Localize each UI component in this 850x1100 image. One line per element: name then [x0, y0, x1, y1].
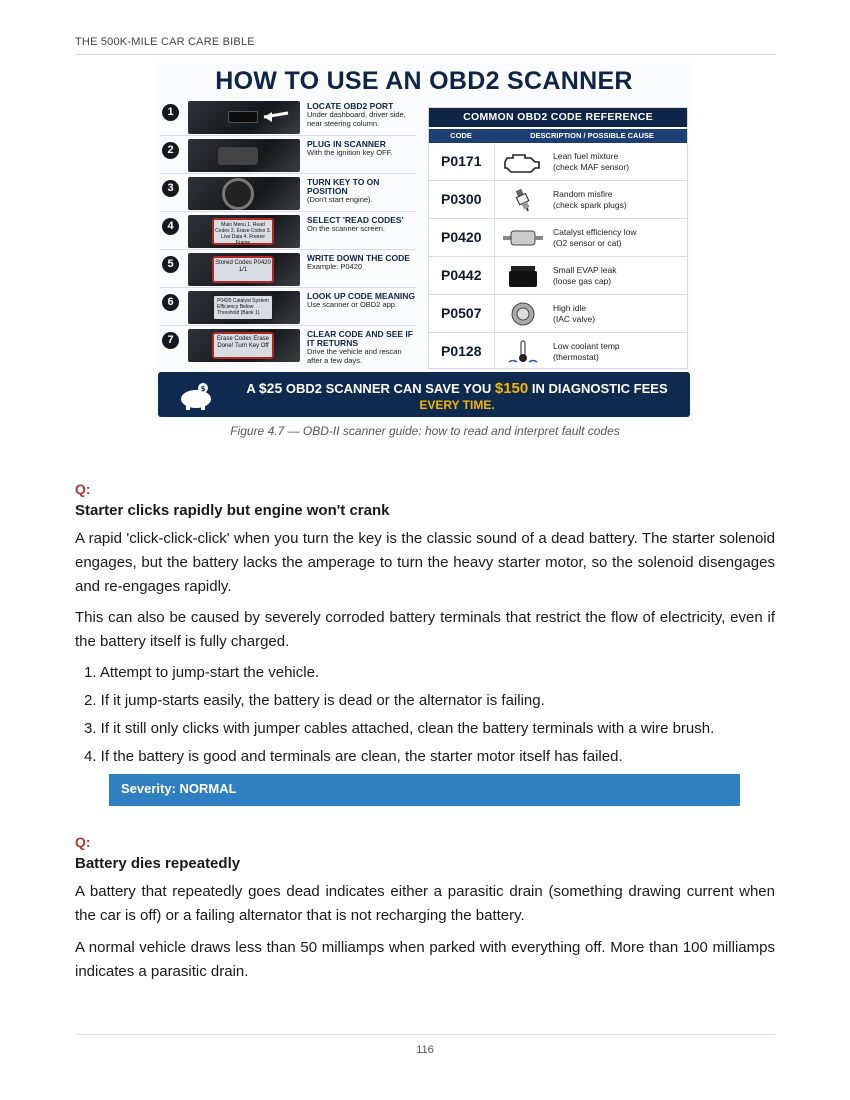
step-1 — [160, 100, 416, 136]
list-item: 3. If it still only clicks with jumper cables attached, clean the battery terminals with a wire brush. — [84, 720, 715, 737]
step-title: TURN KEY TO ON POSITION — [307, 177, 380, 196]
spark-plug-icon — [501, 188, 545, 212]
step-number: 5 — [162, 256, 179, 273]
answer-paragraph: A rapid 'click-click-click' when you turn the key is the classic sound of a dead battery. The starter solenoid engages, but the battery lacks the amperage to turn the heavy starter motor, so the solenoid disengages and re-engages rapidly. — [75, 530, 775, 595]
page-number: 116 — [416, 1044, 434, 1056]
description-cause: (IAC valve) — [553, 314, 596, 324]
banner-subline: EVERY TIME. — [419, 398, 495, 412]
code-reference-table — [428, 107, 688, 369]
answer-paragraph: A battery that repeatedly goes dead indicates either a parasitic drain (something drawing current when the car is off) or a failing alternator that is not recharging the battery. — [75, 883, 775, 924]
step-description: Example: P0420 — [307, 262, 363, 271]
step-description: (Don't start engine). — [307, 195, 373, 204]
description-line: Small EVAP leak — [553, 265, 617, 275]
step-title: PLUG IN SCANNER — [307, 139, 386, 149]
description-cause: (O2 sensor or cat) — [553, 238, 622, 248]
description-line: Lean fuel mixture — [553, 151, 619, 161]
step-title: SELECT 'READ CODES' — [307, 215, 404, 225]
banner-text-b: OBD2 SCANNER CAN SAVE YOU — [282, 381, 495, 396]
step-title: LOCATE OBD2 PORT — [307, 101, 394, 111]
table-row — [429, 143, 687, 181]
ignition-icon — [188, 177, 300, 210]
svg-text:$: $ — [200, 385, 206, 393]
list-item: 2. If it jump-starts easily, the battery is dead or the alternator is failing. — [84, 692, 545, 709]
catalytic-converter-icon — [501, 226, 545, 250]
phone-app-icon — [188, 291, 300, 324]
step-description: On the scanner screen. — [307, 224, 385, 233]
banner-amount-scanner: $25 — [258, 380, 283, 396]
fault-code: P0442 — [433, 257, 495, 294]
description-line: High idle — [553, 303, 587, 313]
obd2-infographic — [156, 63, 692, 419]
question-label: Q: — [75, 481, 91, 497]
table-row — [429, 257, 687, 295]
description-cause: (thermostat) — [553, 352, 599, 362]
answer-paragraph: A normal vehicle draws less than 50 milliamps when parked with everything off. More than 100 milliamps indicates a parasitic drain. — [75, 939, 775, 980]
table-row — [429, 333, 687, 371]
fault-code: P0171 — [433, 143, 495, 180]
list-item: 1. Attempt to jump-start the vehicle. — [84, 664, 320, 681]
scanner-erase-icon — [188, 329, 300, 362]
iac-valve-icon — [501, 302, 545, 326]
plug-icon — [188, 139, 300, 172]
scanner-screen-text: Stored Codes P0420 1/1 — [212, 256, 274, 283]
step-number: 1 — [162, 104, 179, 121]
gas-cap-icon — [501, 264, 545, 288]
step-description: Drive the vehicle and rescan after a few days. — [307, 347, 402, 365]
answer-paragraph: This can also be caused by severely corroded battery terminals that restrict the flow of electricity, even if the battery itself is fully charged. — [75, 609, 775, 650]
piggy-bank-icon — [176, 382, 216, 410]
description-line: Random misfire — [553, 189, 613, 199]
scanner-screen-text: Main Menu 1. Read Codes 2. Erase Codes 3. Live Data 4. Freeze Frame — [212, 218, 274, 245]
figure-caption: Figure 4.7 — OBD-II scanner guide: how to read and interpret fault codes — [230, 424, 620, 438]
step-number: 3 — [162, 180, 179, 197]
obd-port-icon — [188, 101, 300, 134]
description-cause: (check MAF sensor) — [553, 162, 630, 172]
fault-code: P0507 — [433, 295, 495, 332]
step-description: Under dashboard, driver side, near steering column. — [307, 110, 406, 128]
question-title: Starter clicks rapidly but engine won't crank — [75, 502, 390, 519]
reference-title: COMMON OBD2 CODE REFERENCE — [429, 108, 687, 127]
table-row — [429, 181, 687, 219]
step-6 — [160, 290, 416, 326]
column-header-description: DESCRIPTION / POSSIBLE CAUSE — [530, 131, 654, 140]
step-7 — [160, 328, 416, 364]
list-item: 4. If the battery is good and terminals are clean, the starter motor itself has failed. — [84, 748, 623, 765]
banner-text-c: IN DIAGNOSTIC FEES — [528, 381, 668, 396]
scanner-code-icon — [188, 253, 300, 286]
footer-divider — [75, 1034, 775, 1035]
column-header-code: CODE — [450, 131, 472, 140]
table-row — [429, 295, 687, 333]
fault-code: P0420 — [433, 219, 495, 256]
banner-text-a: A — [246, 381, 259, 396]
step-number: 2 — [162, 142, 179, 159]
banner-amount-savings: $150 — [494, 380, 529, 397]
running-header: THE 500K-MILE CAR CARE BIBLE — [75, 36, 255, 48]
scanner-screen-text: P0420 Catalyst System Efficiency Below Threshold (Bank 1) — [212, 294, 274, 321]
step-number: 7 — [162, 332, 179, 349]
step-title: WRITE DOWN THE CODE — [307, 253, 410, 263]
description-line: Low coolant temp — [553, 341, 620, 351]
scanner-screen-text: Erase Codes Erase Done! Turn Key Off — [212, 332, 274, 359]
step-number: 6 — [162, 294, 179, 311]
step-3 — [160, 176, 416, 212]
fault-code: P0128 — [433, 333, 495, 370]
step-5 — [160, 252, 416, 288]
description-line: Catalyst efficiency low — [553, 227, 637, 237]
banner-headline — [232, 380, 682, 397]
question-label: Q: — [75, 834, 91, 850]
fault-code: P0300 — [433, 181, 495, 218]
question-title: Battery dies repeatedly — [75, 855, 241, 872]
severity-badge: Severity: NORMAL — [109, 774, 740, 806]
step-title: LOOK UP CODE MEANING — [307, 291, 415, 301]
header-divider — [75, 54, 775, 55]
reference-header — [429, 129, 687, 143]
thermometer-icon — [501, 340, 545, 364]
scanner-menu-icon — [188, 215, 300, 248]
step-title: CLEAR CODE AND SEE IF IT RETURNS — [307, 329, 413, 348]
step-description: With the ignition key OFF. — [307, 148, 393, 157]
troubleshooting-steps — [84, 661, 774, 773]
step-4 — [160, 214, 416, 250]
table-row — [429, 219, 687, 257]
step-2 — [160, 138, 416, 174]
infographic-title: HOW TO USE AN OBD2 SCANNER — [215, 67, 633, 95]
engine-icon — [501, 150, 545, 174]
description-cause: (loose gas cap) — [553, 276, 612, 286]
description-cause: (check spark plugs) — [553, 200, 627, 210]
step-description: Use scanner or OBD2 app. — [307, 300, 398, 309]
savings-banner — [158, 372, 690, 417]
step-number: 4 — [162, 218, 179, 235]
